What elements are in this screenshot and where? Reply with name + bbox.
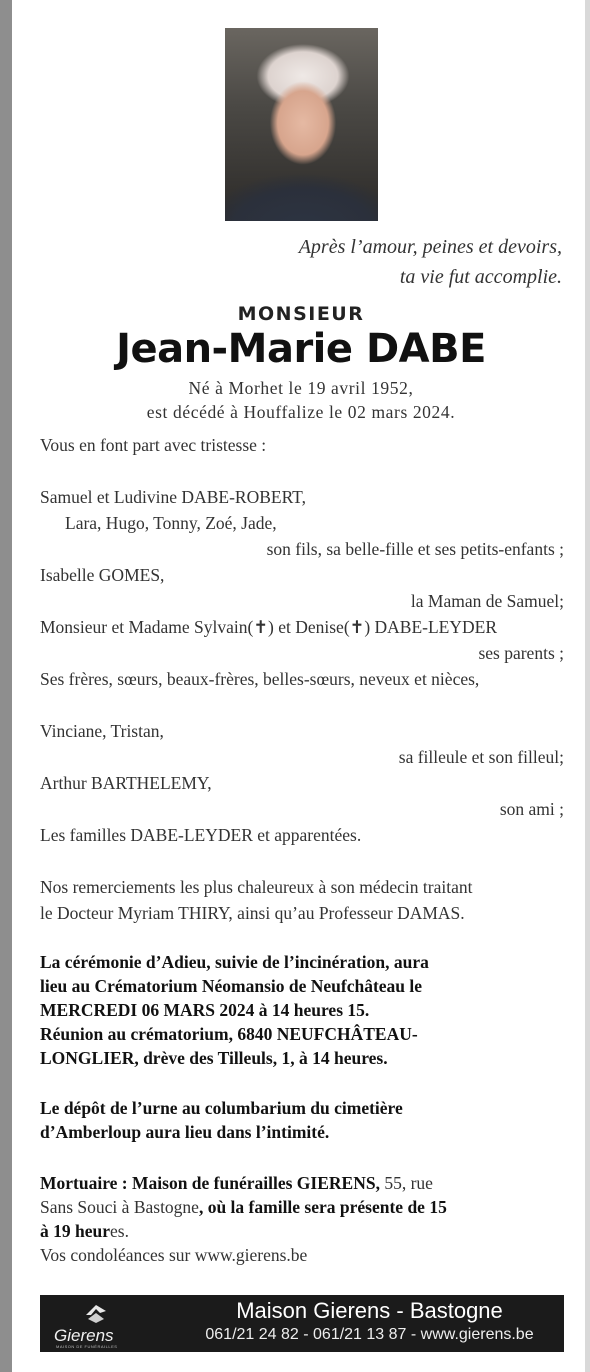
deceased-name: Jean-Marie DABE — [116, 326, 486, 372]
quote-line-2: ta vie fut accomplie. — [399, 266, 562, 288]
intro-text: Vous en font part avec tristesse : — [40, 435, 267, 455]
mortuary-line-3: à 19 heures. — [40, 1221, 129, 1241]
urn-line-2: d’Amberloup aura lieu dans l’intimité. — [40, 1122, 330, 1142]
ceremony-line-3: MERCREDI 06 MARS 2024 à 14 heures 15. — [40, 1000, 370, 1020]
portrait-photo — [225, 28, 378, 221]
thanks-line-2: le Docteur Myriam THIRY, ainsi qu’au Professeur DAMAS. — [40, 903, 465, 923]
family-line-5: la Maman de Samuel; — [410, 591, 564, 611]
family-line-11: Arthur BARTHELEMY, — [40, 773, 212, 793]
epitaph-quote — [299, 232, 562, 292]
family-line-1: Samuel et Ludivine DABE-ROBERT, — [40, 487, 306, 507]
ceremony-line-2: lieu au Crématorium Néomansio de Neufchâteau le — [40, 976, 423, 996]
mortuary-details — [40, 1171, 564, 1267]
left-margin-bar — [0, 0, 12, 1372]
condolences-line: Vos condoléances sur www.gierens.be — [40, 1245, 308, 1265]
mortuary-line-1: Mortuaire : Maison de funérailles GIERENS, 55, rue — [40, 1173, 433, 1193]
gierens-logo-icon — [82, 1301, 110, 1327]
ceremony-line-4: Réunion au crématorium, 6840 NEUFCHÂTEAU- — [40, 1024, 418, 1044]
family-line-7: ses parents ; — [478, 643, 564, 663]
funeral-home-banner — [40, 1295, 564, 1352]
death-line: est décédé à Houffalize le 02 mars 2024. — [146, 402, 456, 422]
funeral-home-contact: 061/21 24 82 - 061/21 13 87 - www.gierens.be — [205, 1326, 534, 1343]
family-line-6: Monsieur et Madame Sylvain(✝) et Denise(✝) DABE-LEYDER — [40, 617, 497, 637]
quote-line-1: Après l’amour, peines et devoirs, — [298, 236, 562, 258]
logo-tagline: MAISON DE FUNÉRAILLES — [56, 1344, 118, 1349]
birth-line: Né à Morhet le 19 avril 1952, — [188, 378, 414, 398]
family-line-4: Isabelle GOMES, — [40, 565, 165, 585]
family-line-13: Les familles DABE-LEYDER et apparentées. — [40, 825, 362, 845]
urn-details — [40, 1096, 564, 1144]
honorific-title: MONSIEUR — [237, 303, 365, 325]
family-line-10: sa filleule et son filleul; — [398, 747, 564, 767]
mortuary-line-2: Sans Souci à Bastogne, où la famille sera présente de 15 — [40, 1197, 447, 1217]
ceremony-line-1: La cérémonie d’Adieu, suivie de l’incinération, aura — [40, 952, 429, 972]
announcement-body — [40, 432, 564, 1267]
birth-death-dates — [0, 376, 590, 424]
funeral-home-name: Maison Gierens - Bastogne — [236, 1298, 503, 1323]
urn-line-1: Le dépôt de l’urne au columbarium du cimetière — [40, 1098, 403, 1118]
right-margin-bar — [585, 0, 590, 1372]
ceremony-line-5: LONGLIER, drève des Tilleuls, 1, à 14 heures. — [40, 1048, 388, 1068]
family-line-12: son ami ; — [499, 799, 564, 819]
thanks-line-1: Nos remerciements les plus chaleureux à son médecin traitant — [40, 877, 473, 897]
family-line-9: Vinciane, Tristan, — [40, 721, 164, 741]
family-line-8: Ses frères, sœurs, beaux-frères, belles-sœurs, neveux et nièces, — [40, 669, 480, 689]
logo-wordmark: Gierens — [54, 1326, 114, 1345]
family-line-2: Lara, Hugo, Tonny, Zoé, Jade, — [65, 513, 277, 533]
ceremony-details — [40, 950, 564, 1070]
family-line-3: son fils, sa belle-fille et ses petits-enfants ; — [266, 539, 564, 559]
